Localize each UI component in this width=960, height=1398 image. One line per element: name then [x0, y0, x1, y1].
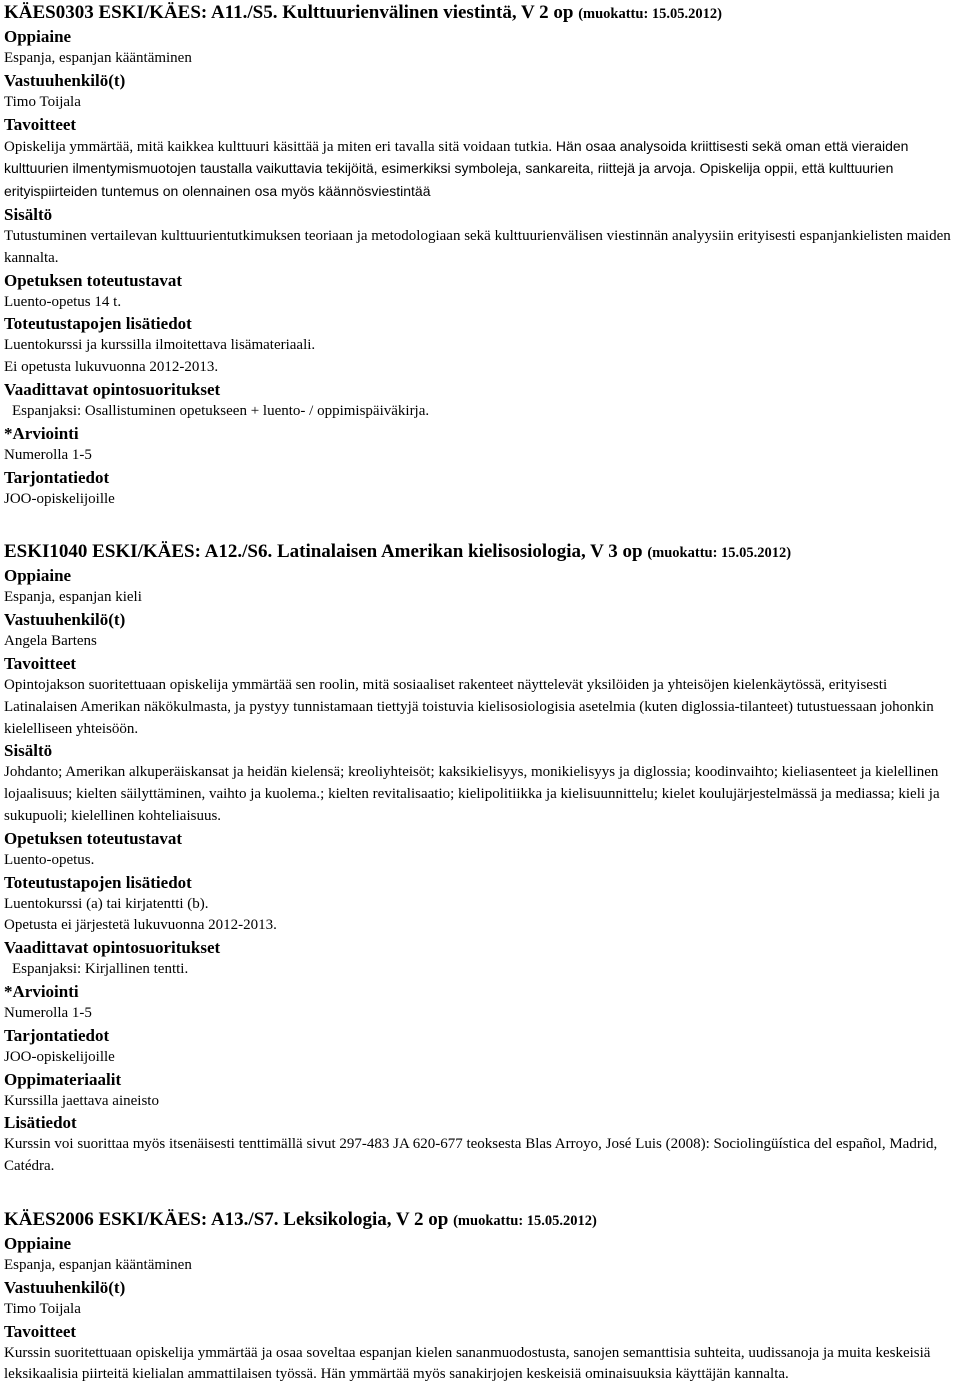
course-title-text: ESKI1040 ESKI/KÄES: A12./S6. Latinalaisen Amerikan kielisosiologia, V 3 op: [4, 541, 643, 563]
oppimateriaalit-heading: Oppimateriaalit: [4, 1069, 122, 1089]
oppiaine-heading: Oppiaine: [4, 566, 72, 586]
lisatiedot-line-1: Luentokurssi ja kurssilla ilmoitettava lisämateriaali.: [4, 337, 316, 354]
toteutustavat-heading: Opetuksen toteutustavat: [4, 828, 183, 848]
muut-lisatiedot-heading: Lisätiedot: [4, 1113, 77, 1133]
tarjontatiedot-heading: Tarjontatiedot: [4, 1025, 110, 1045]
vastuuhenkilo-heading: Vastuuhenkilö(t): [4, 70, 126, 90]
tarjontatiedot-heading: Tarjontatiedot: [4, 467, 110, 487]
oppiaine-heading: Oppiaine: [4, 1233, 72, 1253]
tavoitteet-text-part1: Opiskelija ymmärtää, mitä kaikkea kulttuuri käsittää ja miten eri tavalla sitä voidaan tutkia.: [4, 138, 553, 155]
toteutustavat-value: Luento-opetus.: [4, 851, 95, 868]
sisalto-heading: Sisältö: [4, 741, 53, 761]
arviointi-value: Numerolla 1-5: [4, 446, 92, 463]
vaaditut-value: Espanjaksi: Kirjallinen tentti.: [12, 961, 189, 978]
course-title: [4, 1208, 956, 1233]
sisalto-heading: Sisältö: [4, 204, 53, 224]
course-kaes2006: [4, 1208, 956, 1386]
course-title-text: KÄES0303 ESKI/KÄES: A11./S5. Kulttuurienvälinen viestintä, V 2 op: [4, 2, 574, 23]
modified-date: (muokattu: 15.05.2012): [647, 545, 792, 562]
modified-date: (muokattu: 15.05.2012): [578, 6, 722, 22]
arviointi-heading: *Arviointi: [4, 981, 79, 1001]
tavoitteet-text: Opintojakson suoritettuaan opiskelija ymmärtää sen roolin, mitä sosiaaliset rakenteet näyttelevät yksilöiden ja yhteisöjen kielenkäytössä, erityisesti Latinalaisen Amerikan näkökulmasta, ja pystyy tunnistamaan tiettyjä toistuvia kielisosiologisia asetelmia (kuten diglossia-tilanteet) tutustuessaan johonkin kielelliseen yhteisöön.: [4, 676, 934, 737]
lisatiedot-line-1: Luentokurssi (a) tai kirjatentti (b).: [4, 895, 209, 912]
vaaditut-value: Espanjaksi: Osallistuminen opetukseen + luento- / oppimispäiväkirja.: [12, 402, 430, 419]
oppiaine-value: Espanja, espanjan kieli: [4, 589, 142, 606]
vastuuhenkilo-heading: Vastuuhenkilö(t): [4, 1277, 126, 1297]
vaaditut-heading: Vaadittavat opintosuoritukset: [4, 379, 221, 399]
vastuuhenkilo-heading: Vastuuhenkilö(t): [4, 610, 126, 630]
course-eski1040: [4, 540, 956, 1178]
tavoitteet-heading: Tavoitteet: [4, 653, 77, 673]
tavoitteet-text: [4, 136, 956, 204]
lisatiedot-heading: Toteutustapojen lisätiedot: [4, 872, 192, 892]
arviointi-value: Numerolla 1-5: [4, 1004, 92, 1021]
sisalto-text: Tutustuminen vertailevan kulttuurientutkimuksen teoriaan ja metodologiaan sekä kulttuurienvälisen viestinnän analyysiin erityisesti espanjankielisten maiden kannalta.: [4, 227, 951, 266]
lisatiedot-line-2: Ei opetusta lukuvuonna 2012-2013.: [4, 359, 219, 376]
tavoitteet-heading: Tavoitteet: [4, 114, 77, 134]
modified-date: (muokattu: 15.05.2012): [453, 1212, 597, 1229]
tarjontatiedot-value: JOO-opiskelijoille: [4, 1048, 115, 1065]
vaaditut-heading: Vaadittavat opintosuoritukset: [4, 938, 221, 958]
tavoitteet-heading: Tavoitteet: [4, 1321, 77, 1341]
vastuuhenkilo-value: Timo Toijala: [4, 93, 81, 110]
course-title: [4, 540, 956, 565]
tavoitteet-text-part2: Hän osaa analysoida kriittisesti sekä oman että vieraiden kulttuurien ilmentymismuotojen taustalla vaikuttavia tekijöitä, esimerkiksi symboleja, sankareita, riittejä ja arvoja. Opiskelija oppii, että kulttuurien erityispiirteiden tuntemus on olennainen osa myös käännösviestintää: [4, 137, 909, 200]
vastuuhenkilo-value: Timo Toijala: [4, 1300, 81, 1317]
oppiaine-heading: Oppiaine: [4, 27, 72, 46]
oppiaine-value: Espanja, espanjan kääntäminen: [4, 1256, 192, 1273]
course-kaes0303: [4, 1, 956, 510]
oppimateriaalit-value: Kurssilla jaettava aineisto: [4, 1092, 159, 1109]
course-title-text: KÄES2006 ESKI/KÄES: A13./S7. Leksikologia, V 2 op: [4, 1208, 449, 1230]
course-title: [4, 1, 956, 26]
toteutustavat-heading: Opetuksen toteutustavat: [4, 270, 183, 290]
arviointi-heading: *Arviointi: [4, 423, 79, 443]
oppiaine-value: Espanja, espanjan kääntäminen: [4, 50, 192, 66]
sisalto-text: Johdanto; Amerikan alkuperäiskansat ja heidän kielensä; kreoliyhteisöt; kaksikielisyys, monikielisyys ja diglossia; koodinvaihto; kieliasenteet ja kielellinen lojaalisuus; kielten säilyttäminen, vaihto ja kuolema.; kielten revitalisaatio; kielipolitiikka ja kielisuunnittelu; kielet koulujärjestelmässä ja mediassa; kieli ja sukupuoli; kielellinen kohteliaisuus.: [4, 764, 940, 824]
lisatiedot-heading: Toteutustapojen lisätiedot: [4, 314, 192, 334]
toteutustavat-value: Luento-opetus 14 t.: [4, 293, 122, 310]
tavoitteet-text: Kurssin suoritettuaan opiskelija ymmärtää ja osaa soveltaa espanjan kielen sananmuodostusta, sanojen semanttisia suhteita, uudissanoja ja muita keskeisiä leksikaalisia piirteitä kielialan ammattilaisen työssä. Hän ymmärtää myös sanakirjojen keskeisiä ominaisuuksia käyttäjän kannalta.: [4, 1344, 931, 1383]
vastuuhenkilo-value: Angela Bartens: [4, 633, 97, 650]
lisatiedot-line-2: Opetusta ei järjestetä lukuvuonna 2012-2013.: [4, 917, 277, 934]
tarjontatiedot-value: JOO-opiskelijoille: [4, 490, 115, 507]
muut-lisatiedot-text: Kurssin voi suorittaa myös itsenäisesti tenttimällä sivut 297-483 JA 620-677 teoksesta Blas Arroyo, José Luis (2008): Sociolingüística del español, Madrid, Catédra.: [4, 1136, 938, 1175]
